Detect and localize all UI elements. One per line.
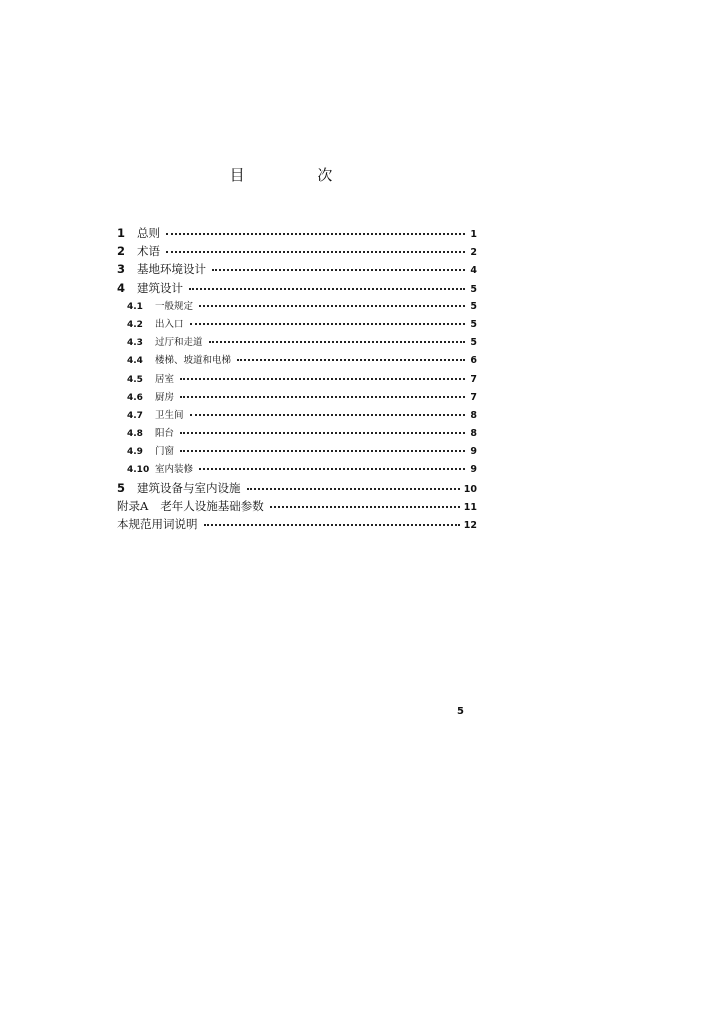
toc-entry-page: 9 (470, 446, 477, 458)
toc-entry-number: 3 (117, 262, 126, 277)
toc-entry-page: 1 (470, 229, 477, 240)
dot-leader (247, 478, 460, 490)
toc-entry-page: 4 (470, 265, 477, 277)
toc-entry-number: 1 (117, 226, 126, 240)
toc-entry-label: 总则 (137, 226, 160, 240)
dot-leader (180, 440, 465, 452)
toc-entry-label: 门窗 (155, 446, 175, 458)
toc-entry-number: 4.6 (127, 392, 143, 403)
toc-entry-number: 4.3 (127, 338, 143, 349)
dot-leader (199, 458, 465, 470)
toc-entry-page: 5 (470, 300, 477, 312)
toc-entry-number: 4.1 (127, 301, 143, 312)
toc-entry-number: 4.7 (127, 410, 143, 421)
toc-entry-label: 卫生间 (155, 409, 184, 421)
table-of-contents (117, 224, 477, 533)
dot-leader (189, 278, 465, 290)
toc-entry-label: 居室 (155, 373, 175, 385)
toc-entry-label: 过厅和走道 (155, 337, 203, 349)
toc-entry-page: 7 (470, 373, 477, 385)
toc-entry-label: 室内装修 (155, 464, 194, 476)
dot-leader (190, 313, 465, 325)
toc-subentry[interactable] (117, 460, 477, 478)
toc-entry-page: 7 (470, 391, 477, 403)
toc-entry-label: 术语 (137, 244, 160, 259)
toc-entry-label: 建筑设备与室内设施 (137, 480, 241, 495)
toc-entry-page: 6 (470, 355, 477, 367)
toc-entry-page: 8 (470, 428, 477, 440)
dot-leader (209, 331, 465, 343)
toc-entry-page: 10 (463, 483, 477, 495)
toc-entry-number: 4 (117, 280, 126, 295)
toc-entry-page: 5 (470, 337, 477, 349)
toc-entry-label: 厨房 (155, 391, 175, 403)
toc-entry-label: 基地环境设计 (137, 262, 206, 277)
toc-entry-page: 5 (470, 283, 477, 295)
toc-entry-page: 5 (470, 318, 477, 330)
toc-entry-page: 11 (463, 501, 477, 513)
toc-entry-page: 2 (470, 247, 477, 259)
toc-entry-page: 12 (463, 520, 477, 531)
toc-entry-label: 楼梯、坡道和电梯 (155, 355, 232, 367)
toc-entry-page: 9 (470, 464, 477, 476)
toc-entry-label: 建筑设计 (137, 280, 183, 295)
toc-entry-number: 4.9 (127, 447, 143, 458)
toc-entry-label: 老年人设施基础参数 (160, 498, 264, 513)
dot-leader (180, 422, 465, 434)
toc-entry-number: 4.8 (127, 429, 143, 440)
toc-entry[interactable] (117, 242, 477, 260)
toc-entry-page: 8 (470, 409, 477, 421)
toc-entry-number: 4.4 (127, 356, 143, 367)
toc-entry[interactable] (117, 260, 477, 278)
toc-entry-label: 阳台 (155, 428, 175, 440)
toc-entry-number: 5 (117, 480, 126, 495)
toc-entry-number: 4.5 (127, 374, 143, 385)
toc-appendix-entry[interactable] (117, 497, 477, 515)
toc-entry-number: 4.2 (127, 319, 143, 330)
dot-leader (212, 259, 465, 271)
page-title: 目 次 (229, 166, 367, 184)
toc-entry[interactable] (117, 224, 477, 242)
toc-appendix-entry[interactable] (117, 515, 477, 533)
dot-leader (180, 386, 465, 398)
dot-leader (190, 404, 465, 416)
dot-leader (166, 241, 465, 253)
dot-leader (166, 223, 465, 235)
toc-entry[interactable] (117, 479, 477, 497)
toc-entry-label: 一般规定 (155, 300, 194, 312)
toc-entry-number: 2 (117, 244, 126, 259)
dot-leader (199, 295, 465, 307)
page-number: 5 (457, 706, 464, 717)
toc-entry-number: 4.10 (127, 465, 150, 476)
dot-leader (237, 349, 465, 361)
dot-leader (180, 368, 465, 380)
toc-entry-label: 出入口 (155, 318, 184, 330)
dot-leader (204, 514, 460, 526)
toc-entry-label: 本规范用词说明 (117, 517, 198, 531)
toc-entry-number: 附录A (117, 498, 149, 513)
dot-leader (270, 496, 460, 508)
